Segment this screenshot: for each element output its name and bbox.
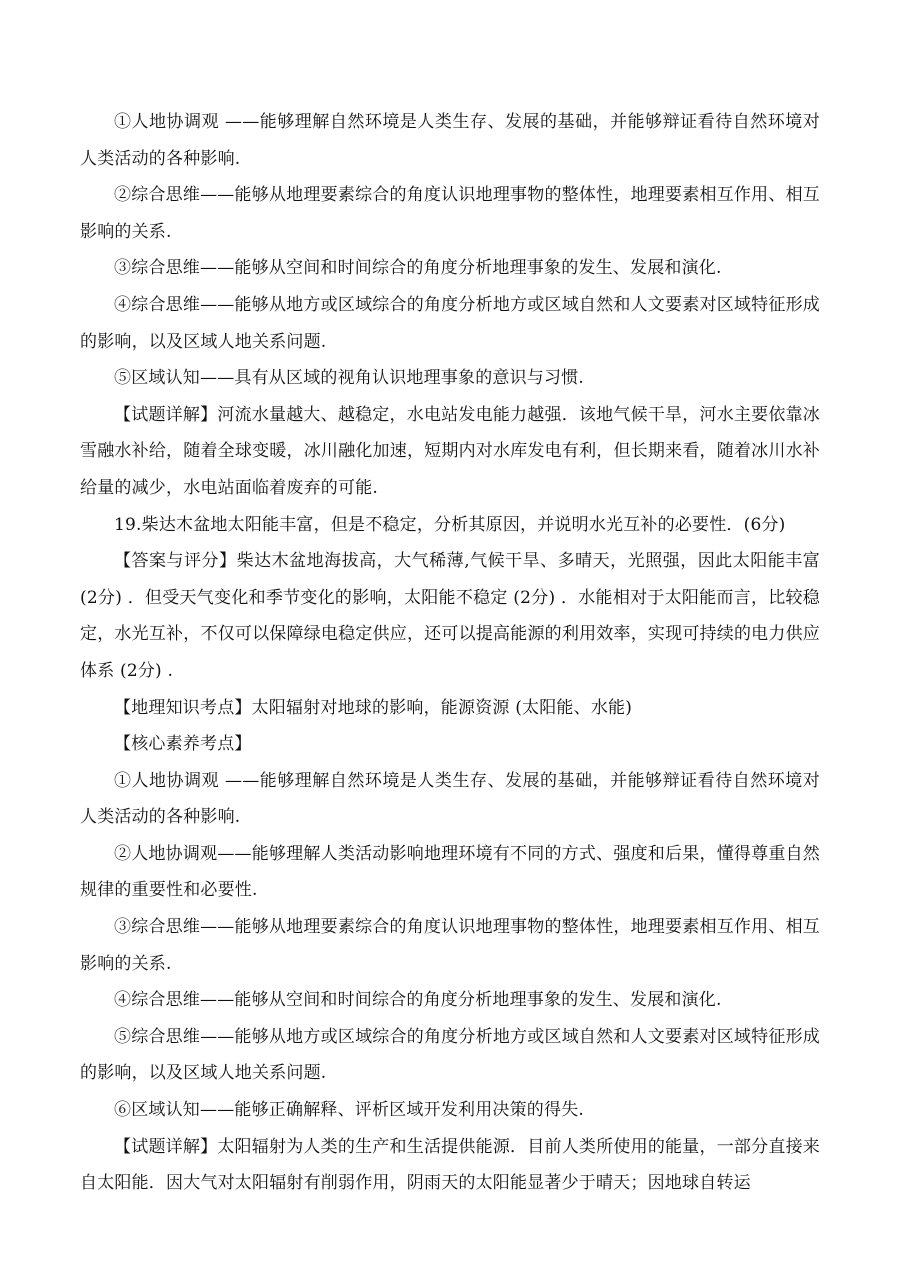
literacy-item-4: ④综合思维——能够从空间和时间综合的角度分析地理事象的发生、发展和演化. <box>114 990 722 1011</box>
paragraph-1: ①人地协调观 ——能够理解自然环境是人类生存、发展的基础，并能够辩证看待自然环境对人类活动的各种影响. <box>80 112 820 169</box>
paragraph-3: ③综合思维——能够从空间和时间综合的角度分析地理事象的发生、发展和演化. <box>114 258 722 279</box>
knowledge-points: 【地理知识考点】太阳辐射对地球的影响，能源资源 (太阳能、水能) <box>114 697 633 718</box>
literacy-item-5: ⑤综合思维——能够从地方或区域综合的角度分析地方或区域自然和人文要素对区域特征形成的影响，以及区域人地关系问题. <box>80 1026 820 1084</box>
literacy-item-1: ①人地协调观 ——能够理解自然环境是人类生存、发展的基础，并能够辩证看待自然环境对人类活动的各种影响. <box>80 770 820 828</box>
question-19: 19.柴达木盆地太阳能丰富，但是不稳定，分析其原因，并说明水光互补的必要性．(6分) <box>114 514 786 535</box>
paragraph-4: ④综合思维——能够从地方或区域综合的角度分析地方或区域自然和人文要素对区域特征形成的影响，以及区域人地关系问题. <box>80 294 820 352</box>
literacy-item-3: ③综合思维——能够从地理要素综合的角度认识地理事物的整体性，地理要素相互作用、相互影响的关系. <box>80 917 820 974</box>
detail-explanation-1: 【试题详解】河流水量越大、越稳定，水电站发电能力越强．该地气候干旱，河水主要依靠冰雪融水补给，随着全球变暖，冰川融化加速，短期内对水库发电有利，但长期来看，随着冰川水补给量的减少，水电站面临着废弃的可能. <box>80 404 820 498</box>
paragraph-5: ⑤区域认知——具有从区域的视角认识地理事象的意识与习惯. <box>114 368 585 389</box>
literacy-item-6: ⑥区域认知——能够正确解释、评析区域开发利用决策的得失. <box>114 1100 585 1121</box>
literacy-item-2: ②人地协调观——能够理解人类活动影响地理环境有不同的方式、强度和后果，懂得尊重自然规律的重要性和必要性. <box>80 843 820 901</box>
core-literacy-heading: 【核心素养考点】 <box>114 734 252 755</box>
answer-and-scoring: 【答案与评分】柴达木盆地海拔高，大气稀薄,气候干旱、多晴天，光照强，因此太阳能丰富 (2分) ．但受天气变化和季节变化的影响，太阳能不稳定 (2分) ．水能相对于太阳能而言，比较稳定，水光互补，不仅可以保障绿电稳定供应，还可以提高能源的利用效率，实现可持续的电力供应体系 (2分) . <box>80 551 820 681</box>
detail-explanation-2: 【试题详解】太阳辐射为人类的生产和生活提供能源．目前人类所使用的能量，一部分直接来自太阳能．因大气对太阳辐射有削弱作用，阴雨天的太阳能显著少于晴天；因地球自转运 <box>80 1136 820 1194</box>
paragraph-2: ②综合思维——能够从地理要素综合的角度认识地理事物的整体性，地理要素相互作用、相互影响的关系. <box>80 185 820 242</box>
